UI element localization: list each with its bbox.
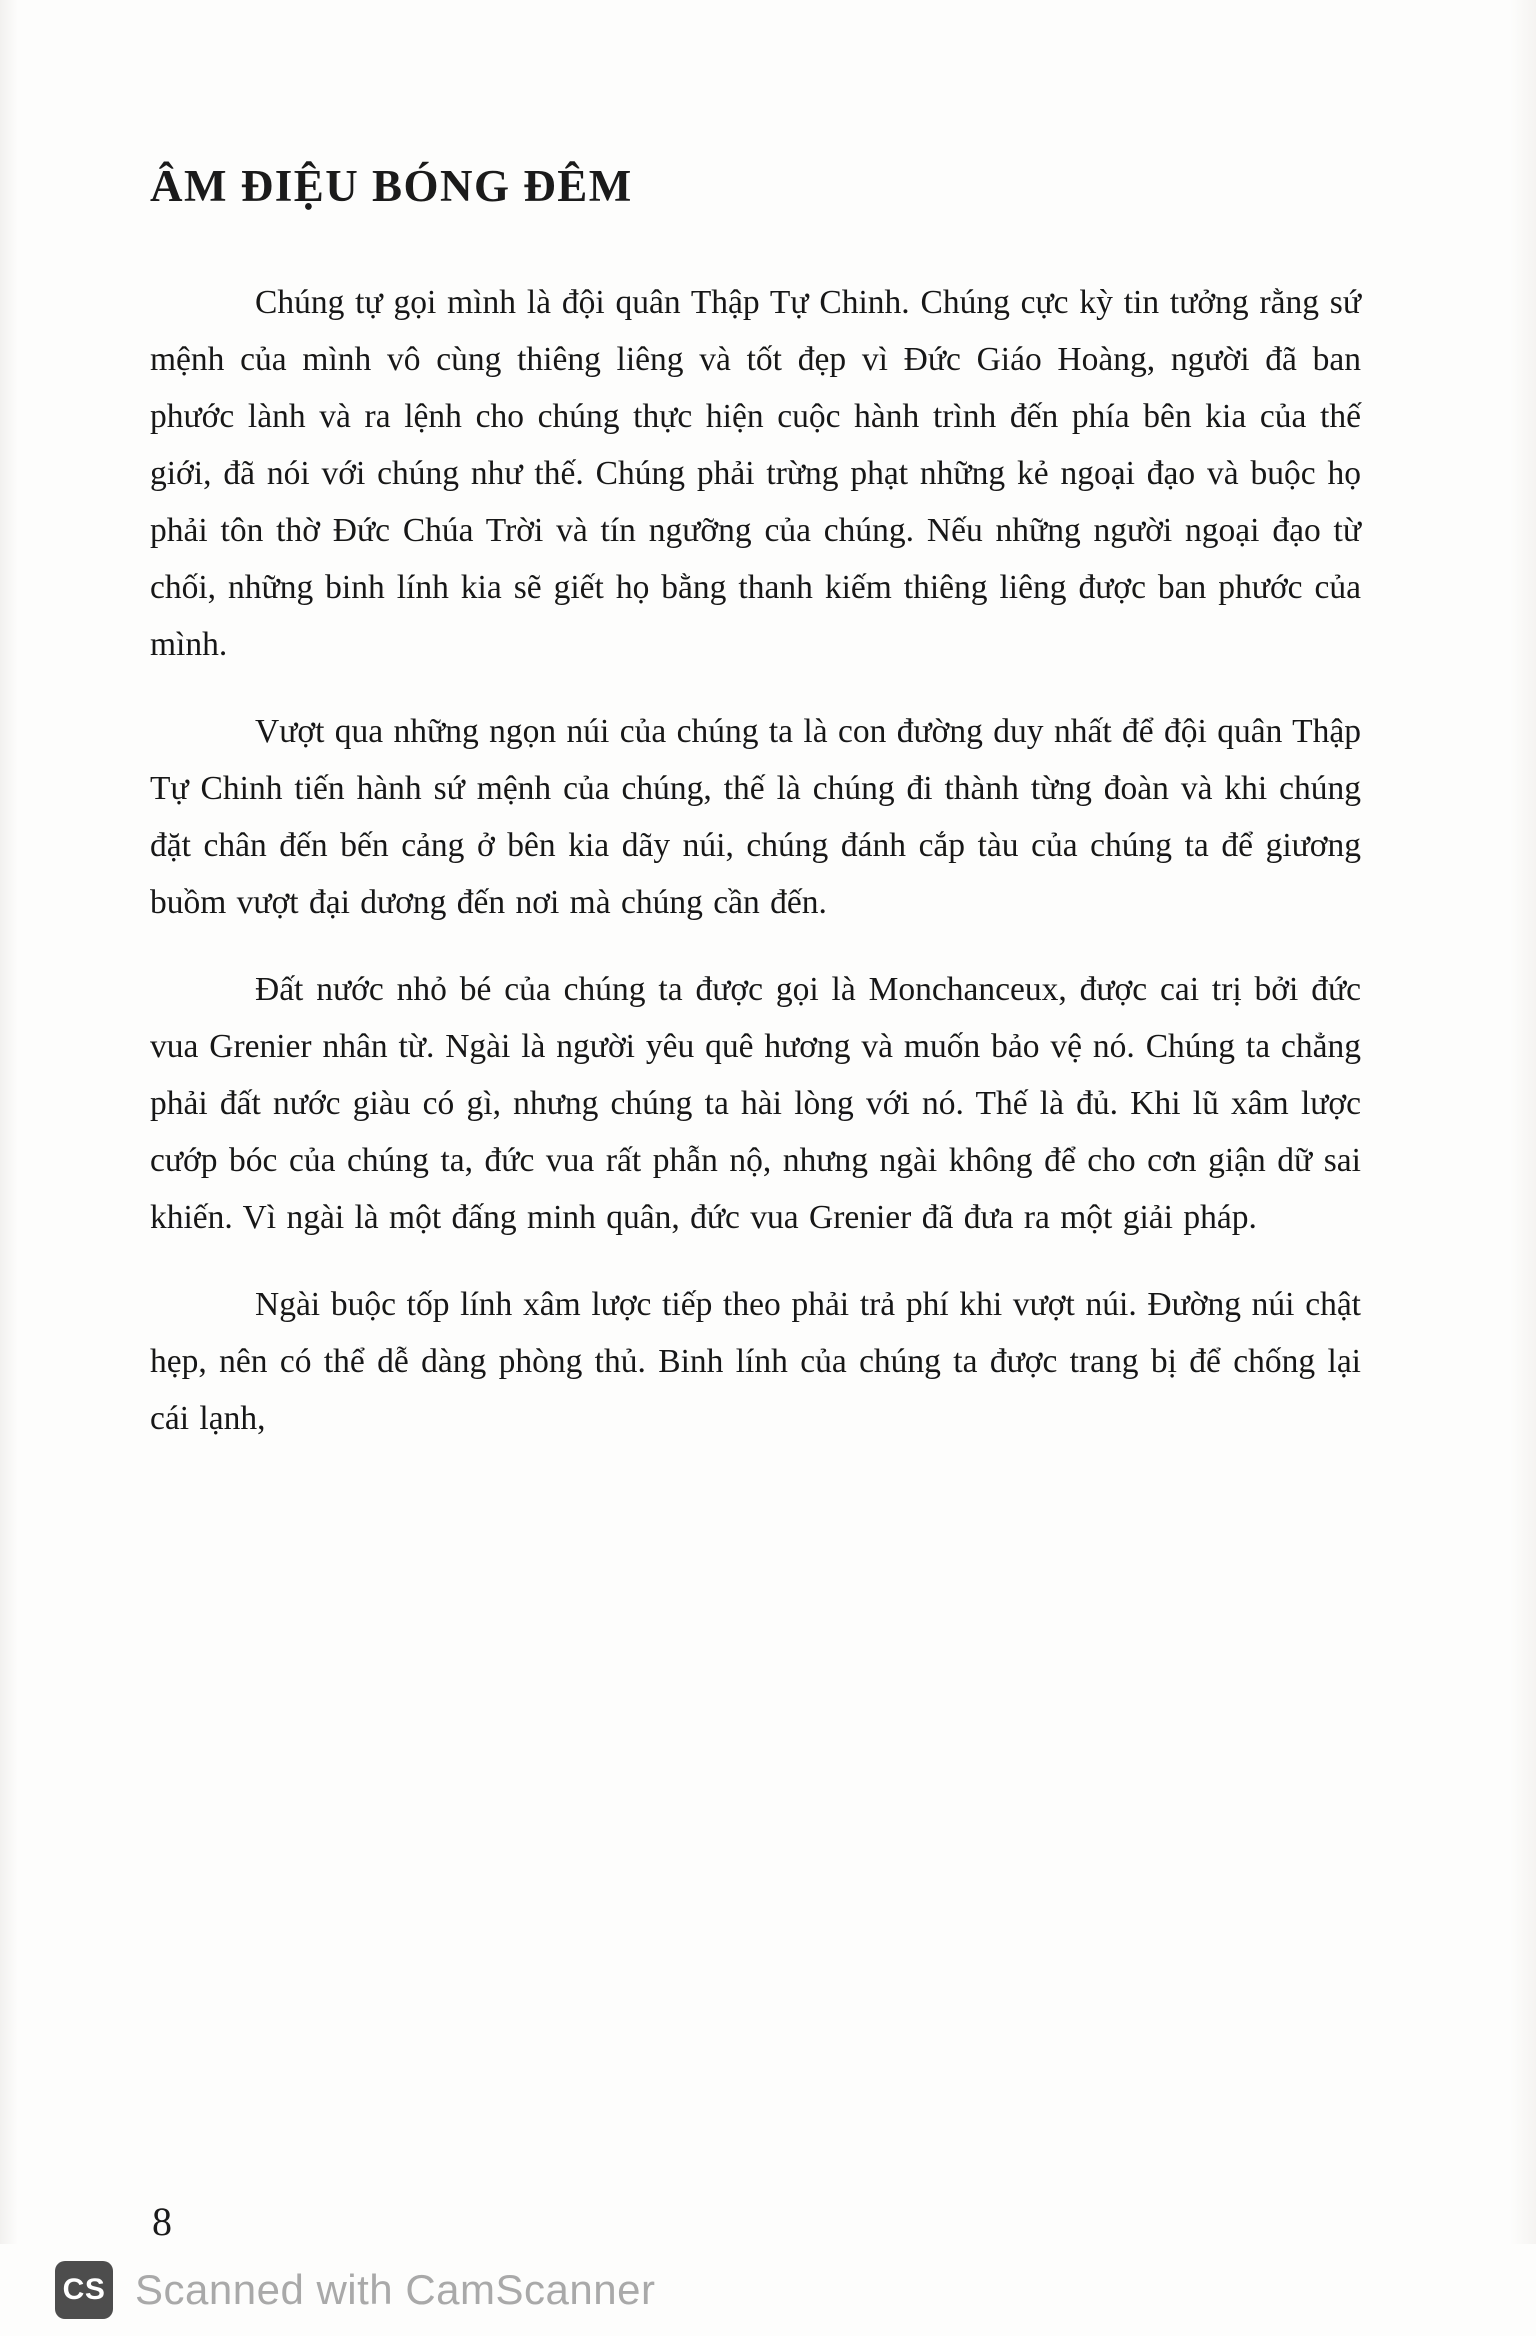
body-text: [150, 274, 1361, 1447]
paragraph: Chúng tự gọi mình là đội quân Thập Tự Chinh. Chúng cực kỳ tin tưởng rằng sứ mệnh của mình vô cùng thiêng liêng và tốt đẹp vì Đức Giáo Hoàng, người đã ban phước lành và ra lệnh cho chúng thực hiện cuộc hành trình đến phía bên kia của thế giới, đã nói với chúng như thế. Chúng phải trừng phạt những kẻ ngoại đạo và buộc họ phải tôn thờ Đức Chúa Trời và tín ngưỡng của chúng. Nếu những người ngoại đạo từ chối, những binh lính kia sẽ giết họ bằng thanh kiếm thiêng liêng được ban phước của mình.: [150, 284, 1361, 663]
camscanner-logo-icon: CS: [55, 2261, 113, 2319]
paragraph: Ngài buộc tốp lính xâm lược tiếp theo phải trả phí khi vượt núi. Đường núi chật hẹp, nên có thể dễ dàng phòng thủ. Binh lính của chúng ta được trang bị để chống lại cái lạnh,: [150, 1286, 1361, 1437]
paragraph: Vượt qua những ngọn núi của chúng ta là con đường duy nhất để đội quân Thập Tự Chinh tiến hành sứ mệnh của chúng, thế là chúng đi thành từng đoàn và khi chúng đặt chân đến bến cảng ở bên kia dãy núi, chúng đánh cắp tàu của chúng ta để giương buồm vượt đại dương đến nơi mà chúng cần đến.: [150, 713, 1361, 921]
chapter-title: ÂM ĐIỆU BÓNG ĐÊM: [150, 161, 633, 211]
paragraph: Đất nước nhỏ bé của chúng ta được gọi là Monchanceux, được cai trị bởi đức vua Grenier nhân từ. Ngài là người yêu quê hương và muốn bảo vệ nó. Chúng ta chẳng phải đất nước giàu có gì, nhưng chúng ta hài lòng với nó. Thế là đủ. Khi lũ xâm lược cướp bóc của chúng ta, đức vua rất phẫn nộ, nhưng ngài không để cho cơn giận dữ sai khiến. Vì ngài là một đấng minh quân, đức vua Grenier đã đưa ra một giải pháp.: [150, 971, 1361, 1236]
page-number: 8: [152, 2199, 172, 2244]
camscanner-footer: [0, 2244, 1536, 2336]
camscanner-watermark-text: Scanned with CamScanner: [135, 2266, 656, 2313]
page-content: [150, 160, 1361, 1477]
